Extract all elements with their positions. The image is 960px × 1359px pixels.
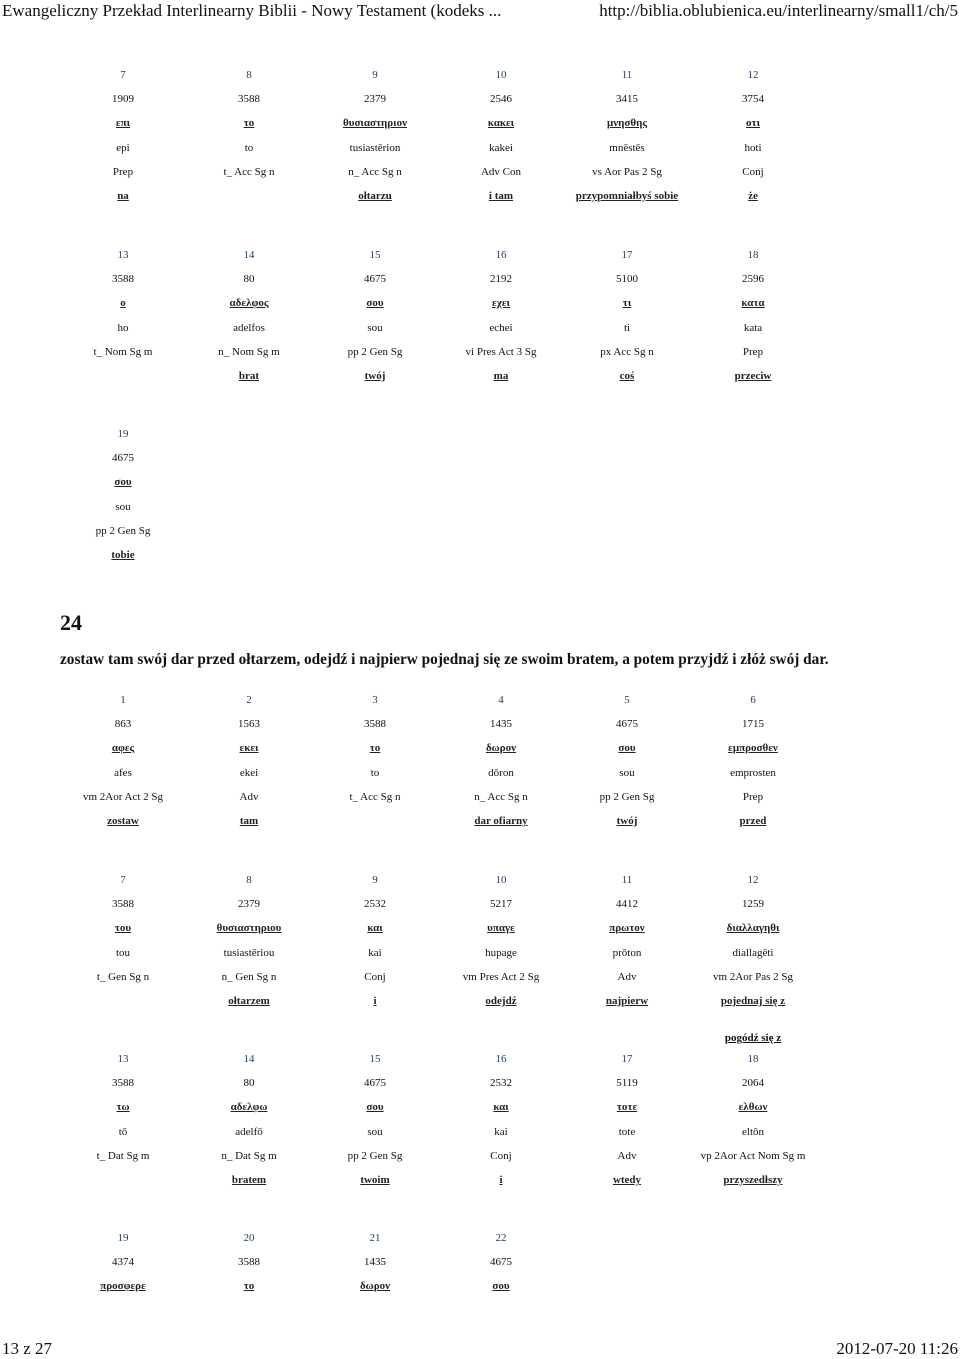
strong-number-row xyxy=(60,712,816,736)
greek-word[interactable]: θυσιαστηριον xyxy=(343,117,407,130)
polish-translation[interactable]: dar ofiarny xyxy=(474,815,528,828)
greek-word[interactable]: κατα xyxy=(741,297,765,310)
word-number-row xyxy=(60,868,816,892)
strong-number: 2064 xyxy=(742,1077,764,1090)
greek-word[interactable]: ο xyxy=(120,297,126,310)
strong-number: 2596 xyxy=(742,273,764,286)
strong-number: 80 xyxy=(243,273,255,286)
word-number: 16 xyxy=(495,1053,507,1066)
word-number: 1 xyxy=(120,694,126,707)
transliteration: ekei xyxy=(239,766,259,779)
strong-number: 4675 xyxy=(364,1077,386,1090)
greek-word[interactable]: δωρον xyxy=(485,742,517,755)
strong-number: 2532 xyxy=(490,1077,512,1090)
greek-word[interactable]: διαλλαγηθι xyxy=(726,922,780,935)
strong-number: 3588 xyxy=(364,718,386,731)
strong-number: 1435 xyxy=(490,718,512,731)
morphology: Conj xyxy=(490,1149,512,1162)
word-number: 8 xyxy=(246,874,252,887)
morphology: n_ Acc Sg n xyxy=(474,790,528,803)
transliteration: kata xyxy=(743,321,763,334)
transliteration: to xyxy=(370,766,380,779)
greek-word[interactable]: πρωτον xyxy=(609,922,645,935)
transliteration: dōron xyxy=(488,766,514,779)
morphology: Prep xyxy=(742,345,764,358)
transliteration: sou xyxy=(619,766,635,779)
word-number: 7 xyxy=(120,69,126,82)
greek-word-row xyxy=(60,736,816,760)
polish-translation[interactable]: ołtarzu xyxy=(358,190,392,203)
strong-number: 5119 xyxy=(616,1077,638,1090)
polish-translation[interactable]: przypomniałbyś sobie xyxy=(575,190,679,203)
transliteration: ti xyxy=(623,321,631,334)
word-block xyxy=(60,688,816,833)
morphology: vp 2Aor Act Nom Sg m xyxy=(700,1149,806,1162)
transliteration: ho xyxy=(117,321,129,334)
polish-translation[interactable]: wtedy xyxy=(612,1174,642,1187)
word-number: 5 xyxy=(624,694,630,707)
word-number: 21 xyxy=(369,1232,381,1245)
word-number: 14 xyxy=(243,249,255,262)
strong-number: 4374 xyxy=(112,1256,134,1269)
transliteration: sou xyxy=(367,321,383,334)
word-number: 22 xyxy=(495,1232,507,1245)
morphology: n_ Nom Sg m xyxy=(218,345,280,358)
polish-translation[interactable]: tam xyxy=(239,815,259,828)
morphology: n_ Gen Sg n xyxy=(221,970,277,983)
transliteration-row xyxy=(60,316,816,340)
transliteration: epi xyxy=(116,141,130,154)
transliteration: kai xyxy=(368,946,382,959)
morphology-row xyxy=(60,965,816,989)
polish-translation[interactable]: najpierw xyxy=(605,995,649,1008)
strong-number: 3588 xyxy=(238,93,260,106)
strong-number: 3754 xyxy=(742,93,764,106)
polish-translation[interactable]: twoim xyxy=(360,1174,390,1187)
transliteration-row xyxy=(60,761,816,785)
morphology-row xyxy=(60,160,816,184)
strong-number: 3588 xyxy=(112,1077,134,1090)
morphology: t_ Acc Sg n xyxy=(223,165,275,178)
word-block xyxy=(60,1226,816,1299)
greek-word[interactable]: και xyxy=(367,922,383,935)
word-number: 13 xyxy=(117,1053,129,1066)
transliteration: afes xyxy=(114,766,132,779)
word-number: 18 xyxy=(747,1053,759,1066)
greek-word[interactable]: εκει xyxy=(239,742,259,755)
greek-word[interactable]: εχει xyxy=(492,297,510,310)
word-number: 2 xyxy=(246,694,252,707)
strong-number: 5217 xyxy=(490,898,512,911)
transliteration: mnēstēs xyxy=(609,141,645,154)
word-number-row xyxy=(60,422,816,446)
page-number: 13 z 27 xyxy=(2,1339,53,1358)
word-number: 10 xyxy=(495,69,507,82)
morphology-row xyxy=(60,785,816,809)
greek-word[interactable]: σου xyxy=(366,297,384,310)
polish-translation[interactable]: brat xyxy=(238,370,260,383)
greek-word[interactable]: τω xyxy=(116,1101,130,1114)
verse-translation: zostaw tam swój dar przed ołtarzem, odejdź i najpierw pojednaj się ze swoim bratem, a potem przyjdź i złóż swój dar. xyxy=(60,651,829,668)
polish-translation[interactable]: przyszedłszy xyxy=(723,1174,783,1187)
word-number: 6 xyxy=(750,694,756,707)
morphology: n_ Acc Sg n xyxy=(348,165,402,178)
polish-translation[interactable]: tobie xyxy=(111,549,135,562)
greek-word[interactable]: αφες xyxy=(111,742,135,755)
morphology: pp 2 Gen Sg xyxy=(599,790,655,803)
strong-number-row xyxy=(60,1071,816,1095)
morphology: n_ Dat Sg m xyxy=(221,1149,277,1162)
strong-number: 4675 xyxy=(112,452,134,465)
polish-translation[interactable]: twój xyxy=(616,815,638,828)
greek-word[interactable]: το xyxy=(243,1280,255,1293)
greek-word-row xyxy=(60,1274,816,1298)
morphology-row xyxy=(60,340,816,364)
strong-number-row xyxy=(60,892,816,916)
morphology-row xyxy=(60,519,816,543)
morphology: vs Aor Pas 2 Sg xyxy=(592,165,662,178)
document-title: Ewangeliczny Przekład Interlinearny Biblii - Nowy Testament (kodeks ... xyxy=(2,1,502,20)
strong-number: 3415 xyxy=(616,93,638,106)
morphology: t_ Gen Sg n xyxy=(96,970,150,983)
greek-word[interactable]: εμπροσθεν xyxy=(728,742,778,755)
strong-number: 4675 xyxy=(490,1256,512,1269)
word-number: 15 xyxy=(369,249,381,262)
word-block xyxy=(60,63,816,208)
word-number-row xyxy=(60,1226,816,1250)
word-number: 10 xyxy=(495,874,507,887)
morphology: Conj xyxy=(742,165,764,178)
transliteration: tō xyxy=(118,1125,128,1138)
strong-number: 4675 xyxy=(364,273,386,286)
strong-number: 5100 xyxy=(616,273,638,286)
transliteration-row xyxy=(60,1120,816,1144)
transliteration-row xyxy=(60,495,816,519)
greek-word-row xyxy=(60,291,816,315)
morphology: Prep xyxy=(112,165,134,178)
word-number-row xyxy=(60,1047,816,1071)
word-number: 11 xyxy=(621,69,633,82)
greek-word[interactable]: τοτε xyxy=(616,1101,638,1114)
morphology: vm 2Aor Act 2 Sg xyxy=(82,790,164,803)
word-number-row xyxy=(60,243,816,267)
strong-number: 863 xyxy=(114,718,132,731)
morphology: Prep xyxy=(742,790,764,803)
greek-word[interactable]: σου xyxy=(492,1280,510,1293)
polish-translation[interactable]: coś xyxy=(619,370,635,383)
polish-translation-row xyxy=(60,364,816,388)
strong-number: 3588 xyxy=(238,1256,260,1269)
morphology: vm 2Aor Pas 2 Sg xyxy=(712,970,794,983)
word-number: 15 xyxy=(369,1053,381,1066)
polish-translation[interactable]: pojednaj się z xyxy=(720,995,786,1008)
word-number: 9 xyxy=(372,874,378,887)
transliteration: tote xyxy=(618,1125,636,1138)
word-number: 17 xyxy=(621,1053,633,1066)
strong-number: 1563 xyxy=(238,718,260,731)
word-number-row xyxy=(60,63,816,87)
greek-word[interactable]: σου xyxy=(618,742,636,755)
polish-translation[interactable]: i xyxy=(373,995,377,1008)
document-url[interactable]: http://biblia.oblubienica.eu/interlinearny/small1/ch/5 xyxy=(599,1,958,20)
greek-word[interactable]: σου xyxy=(366,1101,384,1114)
transliteration-row xyxy=(60,136,816,160)
word-block xyxy=(60,1047,816,1192)
word-number: 7 xyxy=(120,874,126,887)
morphology: t_ Nom Sg m xyxy=(93,345,153,358)
greek-word[interactable]: σου xyxy=(114,476,132,489)
greek-word-row xyxy=(60,470,816,494)
polish-translation[interactable]: bratem xyxy=(231,1174,267,1187)
polish-translation[interactable]: że xyxy=(748,190,758,203)
morphology: t_ Dat Sg m xyxy=(96,1149,150,1162)
word-number: 19 xyxy=(117,428,129,441)
polish-translation-row xyxy=(60,184,816,208)
morphology-row xyxy=(60,1144,816,1168)
polish-translation[interactable]: i tam xyxy=(488,190,514,203)
greek-word[interactable]: επι xyxy=(115,117,131,130)
morphology: pp 2 Gen Sg xyxy=(347,345,403,358)
greek-word[interactable]: οτι xyxy=(746,117,760,130)
polish-translation[interactable]: odejdź xyxy=(485,995,517,1008)
print-timestamp: 2012-07-20 11:26 xyxy=(836,1339,958,1358)
transliteration: emprosten xyxy=(730,766,776,779)
morphology: t_ Acc Sg n xyxy=(349,790,401,803)
strong-number: 2546 xyxy=(490,93,512,106)
transliteration: tusiastēriou xyxy=(223,946,275,959)
word-number: 4 xyxy=(498,694,504,707)
word-number: 3 xyxy=(372,694,378,707)
transliteration: kakei xyxy=(489,141,513,154)
greek-word[interactable]: του xyxy=(114,922,132,935)
polish-translation-row xyxy=(60,989,816,1013)
polish-translation-row xyxy=(60,809,816,833)
morphology: pp 2 Gen Sg xyxy=(347,1149,403,1162)
polish-translation[interactable]: na xyxy=(117,190,129,203)
word-number: 20 xyxy=(243,1232,255,1245)
polish-translation-row xyxy=(60,543,816,567)
transliteration: adelfō xyxy=(235,1125,263,1138)
greek-word[interactable]: και xyxy=(493,1101,509,1114)
polish-translation[interactable]: ma xyxy=(493,370,509,383)
greek-word[interactable]: το xyxy=(369,742,381,755)
strong-number: 1259 xyxy=(742,898,764,911)
greek-word[interactable]: κακει xyxy=(487,117,515,130)
strong-number: 4412 xyxy=(616,898,638,911)
word-number: 8 xyxy=(246,69,252,82)
polish-translation[interactable]: przeciw xyxy=(734,370,772,383)
transliteration: kai xyxy=(494,1125,508,1138)
word-block xyxy=(60,243,816,388)
word-number: 11 xyxy=(621,874,633,887)
morphology: vm Pres Act 2 Sg xyxy=(462,970,540,983)
word-number: 16 xyxy=(495,249,507,262)
greek-word[interactable]: θυσιαστηριου xyxy=(216,922,282,935)
word-number: 14 xyxy=(243,1053,255,1066)
strong-number-row xyxy=(60,1250,816,1274)
transliteration: hoti xyxy=(744,141,762,154)
word-number: 19 xyxy=(117,1232,129,1245)
morphology: Adv Con xyxy=(480,165,522,178)
transliteration: echei xyxy=(489,321,513,334)
alternative-translation[interactable]: pogódź się z xyxy=(724,1032,782,1045)
greek-word[interactable]: δωρον xyxy=(359,1280,391,1293)
morphology: Adv xyxy=(617,1149,637,1162)
strong-number-row xyxy=(60,87,816,111)
greek-word-row xyxy=(60,1095,816,1119)
word-block xyxy=(60,868,816,1013)
morphology: px Acc Sg n xyxy=(600,345,654,358)
greek-word-row xyxy=(60,916,816,940)
strong-number-row xyxy=(60,446,816,470)
strong-number: 4675 xyxy=(616,718,638,731)
morphology: Conj xyxy=(364,970,386,983)
morphology: pp 2 Gen Sg xyxy=(95,524,151,537)
greek-word[interactable]: το xyxy=(243,117,255,130)
word-number: 17 xyxy=(621,249,633,262)
word-number: 18 xyxy=(747,249,759,262)
word-number: 13 xyxy=(117,249,129,262)
greek-word[interactable]: αδελφω xyxy=(230,1101,268,1114)
strong-number: 2532 xyxy=(364,898,386,911)
greek-word[interactable]: αδελφος xyxy=(229,297,269,310)
transliteration: adelfos xyxy=(233,321,265,334)
greek-word[interactable]: μνησθης xyxy=(606,117,647,130)
morphology: Adv xyxy=(239,790,259,803)
greek-word[interactable]: ελθων xyxy=(738,1101,768,1114)
transliteration: hupage xyxy=(485,946,517,959)
word-number: 12 xyxy=(747,69,759,82)
strong-number: 3588 xyxy=(112,898,134,911)
strong-number: 1715 xyxy=(742,718,764,731)
strong-number-row xyxy=(60,267,816,291)
polish-translation-row xyxy=(60,1168,816,1192)
polish-translation[interactable]: twój xyxy=(364,370,386,383)
morphology: Adv xyxy=(617,970,637,983)
strong-number: 2192 xyxy=(490,273,512,286)
polish-translation[interactable]: przed xyxy=(739,815,767,828)
greek-word-row xyxy=(60,111,816,135)
polish-translation[interactable]: ołtarzem xyxy=(228,995,270,1008)
strong-number: 3588 xyxy=(112,273,134,286)
strong-number: 1435 xyxy=(364,1256,386,1269)
transliteration: to xyxy=(244,141,254,154)
word-number: 9 xyxy=(372,69,378,82)
morphology: vi Pres Act 3 Sg xyxy=(465,345,537,358)
greek-word[interactable]: προσφερε xyxy=(100,1280,146,1293)
strong-number: 80 xyxy=(243,1077,255,1090)
transliteration: diallagēti xyxy=(732,946,774,959)
word-number: 12 xyxy=(747,874,759,887)
strong-number: 2379 xyxy=(238,898,260,911)
greek-word[interactable]: υπαγε xyxy=(487,922,515,935)
greek-word[interactable]: τι xyxy=(622,297,632,310)
page-header xyxy=(0,0,960,24)
polish-translation[interactable]: i xyxy=(499,1174,503,1187)
transliteration: prōton xyxy=(612,946,642,959)
transliteration: tou xyxy=(115,946,131,959)
transliteration: sou xyxy=(367,1125,383,1138)
strong-number: 1909 xyxy=(112,93,134,106)
polish-translation[interactable]: zostaw xyxy=(107,815,139,828)
verse-number: 24 xyxy=(60,610,82,635)
transliteration: sou xyxy=(115,500,131,513)
word-number-row xyxy=(60,688,816,712)
word-block xyxy=(60,422,816,567)
transliteration: eltōn xyxy=(742,1125,764,1138)
transliteration-row xyxy=(60,941,816,965)
strong-number: 2379 xyxy=(364,93,386,106)
transliteration: tusiastērion xyxy=(349,141,401,154)
